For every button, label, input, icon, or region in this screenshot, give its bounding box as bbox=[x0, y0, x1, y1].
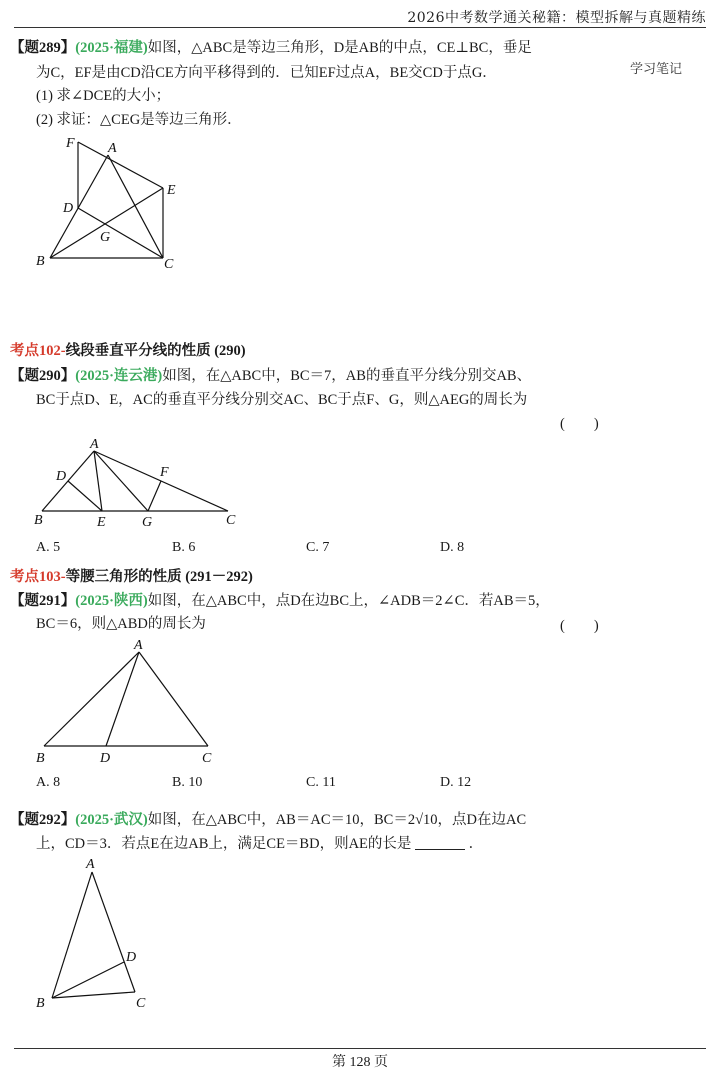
label-A: A bbox=[90, 437, 99, 452]
problem-289-q2: (2) 求证：△CEG是等边三角形． bbox=[36, 112, 242, 128]
problem-292-answer-blank bbox=[415, 835, 465, 850]
section-103-heading bbox=[10, 567, 253, 587]
problem-289-figure bbox=[30, 130, 200, 275]
problem-289-source: (2025·福建) bbox=[75, 40, 148, 56]
segment-AC bbox=[92, 872, 135, 992]
problem-290-figure bbox=[28, 436, 248, 531]
label-A: A bbox=[86, 857, 95, 872]
problem-291-figure bbox=[28, 636, 228, 771]
label-G: G bbox=[100, 230, 111, 245]
problem-291-option-b: B. 10 bbox=[172, 775, 203, 790]
segment-FG bbox=[148, 481, 161, 511]
problem-292-source: (2025·武汉) bbox=[75, 812, 148, 828]
problem-291-option-d: D. 12 bbox=[440, 775, 472, 790]
problem-291-option-a: A. 8 bbox=[36, 775, 61, 790]
problem-290-option-b: B. 6 bbox=[172, 540, 196, 555]
label-F: F bbox=[66, 136, 75, 151]
label-D: D bbox=[56, 469, 67, 484]
problem-292-text2-end: ． bbox=[468, 836, 484, 852]
problem-289-text1: 如图，△ABC是等边三角形，D是AB的中点，CE⊥BC，垂足 bbox=[147, 40, 532, 56]
problem-292-line1 bbox=[10, 810, 526, 830]
problem-290-answer-paren: ( ) bbox=[560, 416, 599, 432]
header-divider bbox=[14, 27, 706, 28]
label-C: C bbox=[202, 751, 212, 766]
section-102-heading bbox=[10, 341, 246, 361]
problem-291-text1: 如图，在△ABC中，点D在边BC上，∠ADB＝2∠C．若AB＝5， bbox=[147, 593, 550, 609]
section-103-code: 考点103- bbox=[10, 569, 66, 585]
segment-DE bbox=[68, 481, 102, 511]
problem-292-figure bbox=[28, 852, 168, 1017]
label-B: B bbox=[36, 751, 45, 766]
segment-AE bbox=[94, 451, 102, 511]
section-102-title: 线段垂直平分线的性质 (290) bbox=[65, 343, 246, 359]
problem-292-line2 bbox=[36, 834, 483, 854]
problem-291-option-c: C. 11 bbox=[306, 775, 336, 790]
problem-291-line1 bbox=[10, 591, 550, 611]
segment-BD bbox=[52, 962, 124, 998]
problem-291-answer-paren: ( ) bbox=[560, 618, 599, 634]
problem-290-text1: 如图，在△ABC中，BC＝7，AB的垂直平分线分别交AB、 bbox=[162, 368, 532, 384]
label-C: C bbox=[226, 513, 236, 528]
segment-AC bbox=[139, 652, 208, 746]
problem-290-option-d: D. 8 bbox=[440, 540, 465, 555]
segment-BC bbox=[52, 992, 135, 998]
section-102-code: 考点102- bbox=[10, 343, 66, 359]
label-E: E bbox=[167, 183, 176, 198]
segment-FE bbox=[78, 142, 163, 188]
problem-289-tag: 【题289】 bbox=[10, 40, 76, 56]
problem-292-text1: 如图，在△ABC中，AB＝AC＝10，BC＝2√10，点D在边AC bbox=[147, 812, 527, 828]
label-G: G bbox=[142, 515, 153, 530]
problem-289-line2: 为C，EF是由CD沿CE方向平移得到的．已知EF过点A，BE交CD于点G． bbox=[36, 65, 497, 81]
study-notes-label: 学习笔记 bbox=[630, 62, 683, 77]
segment-AB bbox=[52, 872, 92, 998]
problem-290-source: (2025·连云港) bbox=[75, 368, 163, 384]
problem-292-tag: 【题292】 bbox=[10, 812, 76, 828]
label-F: F bbox=[160, 465, 169, 480]
label-E: E bbox=[97, 515, 106, 530]
label-B: B bbox=[36, 996, 45, 1011]
segment-AC bbox=[108, 155, 163, 258]
label-D: D bbox=[100, 751, 111, 766]
problem-290-line2: BC于点D、E，AC的垂直平分线分别交AC、BC于点F、G，则△AEG的周长为 bbox=[36, 392, 528, 408]
label-A: A bbox=[108, 141, 117, 156]
header-title: 2026中考数学通关秘籍：模型拆解与真题精练 bbox=[407, 10, 706, 26]
problem-290-line1 bbox=[10, 366, 531, 386]
label-D: D bbox=[63, 201, 74, 216]
label-C: C bbox=[136, 996, 146, 1011]
problem-291-tag: 【题291】 bbox=[10, 593, 76, 609]
problem-290-tag: 【题290】 bbox=[10, 368, 76, 384]
label-B: B bbox=[36, 254, 45, 269]
segment-AD bbox=[106, 652, 139, 746]
page-number: 第 128 页 bbox=[332, 1055, 388, 1070]
section-103-title: 等腰三角形的性质 (291－292) bbox=[65, 569, 253, 585]
segment-AB bbox=[44, 652, 139, 746]
footer-divider bbox=[14, 1048, 706, 1049]
problem-291-source: (2025·陕西) bbox=[75, 593, 148, 609]
label-C: C bbox=[164, 257, 174, 272]
label-D: D bbox=[126, 950, 137, 965]
problem-290-option-c: C. 7 bbox=[306, 540, 330, 555]
segment-AG bbox=[94, 451, 148, 511]
problem-289-q1: (1) 求∠DCE的大小； bbox=[36, 88, 171, 104]
problem-292-text2: 上，CD＝3．若点E在边AB上，满足CE＝BD，则AE的长是 bbox=[36, 836, 412, 852]
label-A: A bbox=[134, 638, 143, 653]
problem-291-line2: BC＝6，则△ABD的周长为 bbox=[36, 616, 206, 632]
problem-290-option-a: A. 5 bbox=[36, 540, 61, 555]
problem-289-line1 bbox=[10, 38, 532, 58]
label-B: B bbox=[34, 513, 43, 528]
